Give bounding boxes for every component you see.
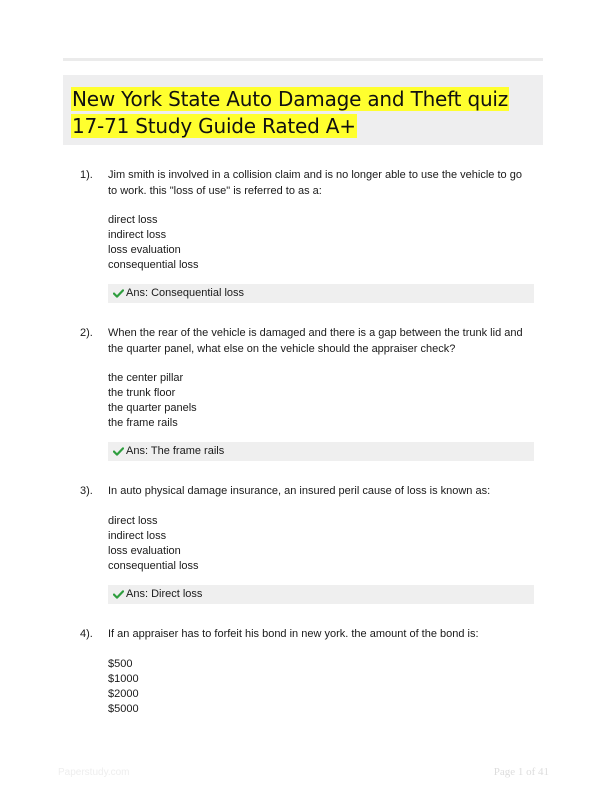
top-divider (63, 58, 543, 61)
question-number: 2). (80, 327, 93, 339)
question-number: 3). (80, 485, 93, 497)
question-text: When the rear of the vehicle is damaged and there is a gap between the trunk lid and the quarter panel, what else on the vehicle should the appraiser check? (108, 327, 523, 355)
page-indicator: Page 1 of 41 (493, 766, 549, 778)
answer-text: Ans: The frame rails (126, 445, 225, 457)
answer-box (108, 585, 534, 604)
check-icon (113, 590, 124, 599)
option-item: $5000 (108, 703, 139, 715)
title-line-2: 17-71 Study Guide Rated A+ (72, 114, 356, 138)
answer-box (108, 442, 534, 461)
option-item: indirect loss (108, 229, 167, 241)
footer-site-watermark: Paperstudy.com (58, 767, 130, 778)
option-item: direct loss (108, 214, 158, 226)
answer-box (108, 284, 534, 303)
option-item: the quarter panels (108, 402, 197, 414)
option-item: direct loss (108, 515, 158, 527)
option-list (108, 213, 199, 273)
option-item: $1000 (108, 673, 139, 685)
option-list (108, 514, 199, 574)
option-list (108, 657, 139, 717)
question-number: 1). (80, 169, 93, 181)
option-item: the frame rails (108, 417, 178, 429)
option-item: the center pillar (108, 372, 184, 384)
option-item: $2000 (108, 688, 139, 700)
question-number: 4). (80, 628, 93, 640)
question-text: In auto physical damage insurance, an insured peril cause of loss is known as: (108, 485, 491, 497)
question-text: If an appraiser has to forfeit his bond in new york. the amount of the bond is: (108, 628, 479, 640)
check-icon (113, 289, 124, 298)
option-list (108, 371, 197, 431)
option-item: loss evaluation (108, 244, 181, 256)
answer-text: Ans: Consequential loss (126, 287, 245, 299)
title-block (63, 75, 543, 145)
option-item: consequential loss (108, 560, 199, 572)
title-line-1: New York State Auto Damage and Theft quiz (72, 87, 509, 111)
check-icon (113, 447, 124, 456)
option-item: consequential loss (108, 259, 199, 271)
question-text: Jim smith is involved in a collision claim and is no longer able to use the vehicle to go to work. this "loss of use" is referred to as a: (108, 169, 522, 197)
option-item: the trunk floor (108, 387, 176, 399)
document-title (71, 86, 509, 140)
answer-text: Ans: Direct loss (126, 588, 203, 600)
option-item: $500 (108, 658, 133, 670)
option-item: loss evaluation (108, 545, 181, 557)
option-item: indirect loss (108, 530, 167, 542)
